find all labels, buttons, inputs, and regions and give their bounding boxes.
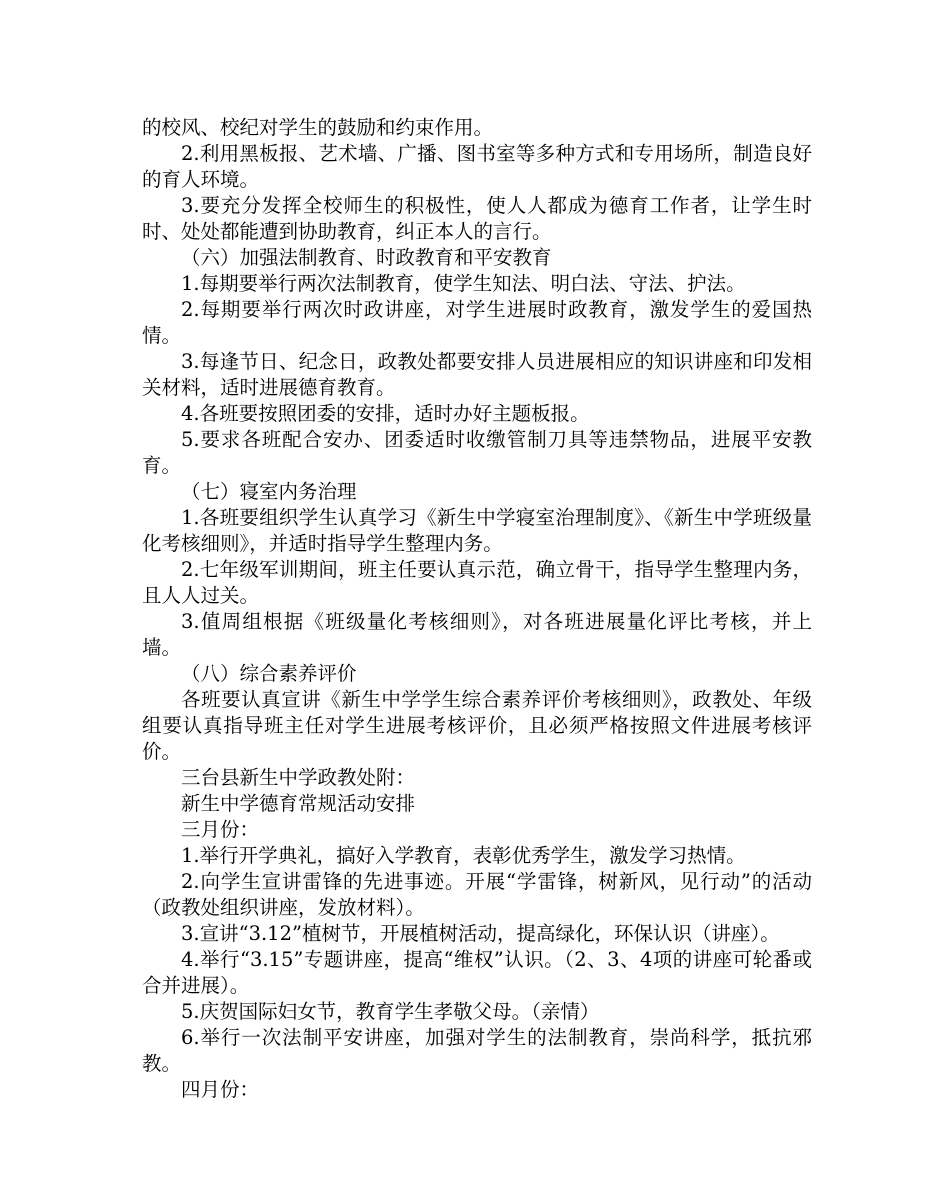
paragraph: 5.庆贺国际妇女节，教育学生孝敬父母。（亲情） [181, 1000, 600, 1023]
paragraph: 5.要求各班配合安办、团委适时收缴管制刀具等违禁物品，进展平安教育。 [142, 428, 812, 477]
paragraph: （六）加强法制教育、时政教育和平安教育 [181, 246, 552, 269]
paragraph: 3.值周组根据《班级量化考核细则》，对各班进展量化评比考核，并上墙。 [142, 610, 812, 659]
paragraph: 3.宣讲“3.12”植树节，开展植树活动，提高绿化，环保认识（讲座）。 [181, 922, 780, 945]
paragraph: 三台县新生中学政教处附： [181, 766, 416, 789]
paragraph: 的校风、校纪对学生的鼓励和约束作用。 [142, 116, 494, 139]
paragraph: 4.举行“3.15”专题讲座，提高“维权”认识。（2、3、4项的讲座可轮番或合并进展）。 [142, 948, 812, 997]
paragraph: 6.举行一次法制平安讲座，加强对学生的法制教育，崇尚科学，抵抗邪教。 [142, 1026, 812, 1075]
paragraph: 1.每期要举行两次法制教育，使学生知法、明白法、守法、护法。 [181, 272, 746, 295]
paragraph: 各班要认真宣讲《新生中学学生综合素养评价考核细则》，政教处、年级组要认真指导班主任对学生进展考核评价，且必须严格按照文件进展考核评价。 [142, 688, 812, 763]
paragraph: 四月份： [181, 1078, 260, 1101]
paragraph: 1.举行开学典礼，搞好入学教育，表彰优秀学生，激发学习热情。 [181, 844, 746, 867]
paragraph: 3.每逢节日、纪念日，政教处都要安排人员进展相应的知识讲座和印发相关材料，适时进展德育教育。 [142, 350, 812, 399]
document-body [142, 115, 812, 1103]
paragraph: 1.各班要组织学生认真学习《新生中学寝室治理制度》、《新生中学班级量化考核细则》，并适时指导学生整理内务。 [142, 506, 812, 555]
paragraph: 新生中学德育常规活动安排 [181, 792, 416, 815]
paragraph: 2.利用黑板报、艺术墙、广播、图书室等多种方式和专用场所，制造良好的育人环境。 [142, 142, 812, 191]
paragraph: 4.各班要按照团委的安排，适时办好主题板报。 [181, 402, 590, 425]
paragraph: 2.每期要举行两次时政讲座，对学生进展时政教育，激发学生的爱国热情。 [142, 298, 812, 347]
paragraph: 2.七年级军训期间，班主任要认真示范，确立骨干，指导学生整理内务，且人人过关。 [142, 558, 812, 607]
paragraph: 三月份： [181, 818, 260, 841]
paragraph: 2.向学生宣讲雷锋的先进事迹。开展“学雷锋，树新风，见行动”的活动（政教处组织讲座，发放材料）。 [142, 870, 812, 919]
paragraph: （七）寝室内务治理 [181, 480, 357, 503]
paragraph: （八）综合素养评价 [181, 662, 357, 685]
paragraph: 3.要充分发挥全校师生的积极性，使人人都成为德育工作者，让学生时时、处处都能遭到协助教育，纠正本人的言行。 [142, 194, 812, 243]
